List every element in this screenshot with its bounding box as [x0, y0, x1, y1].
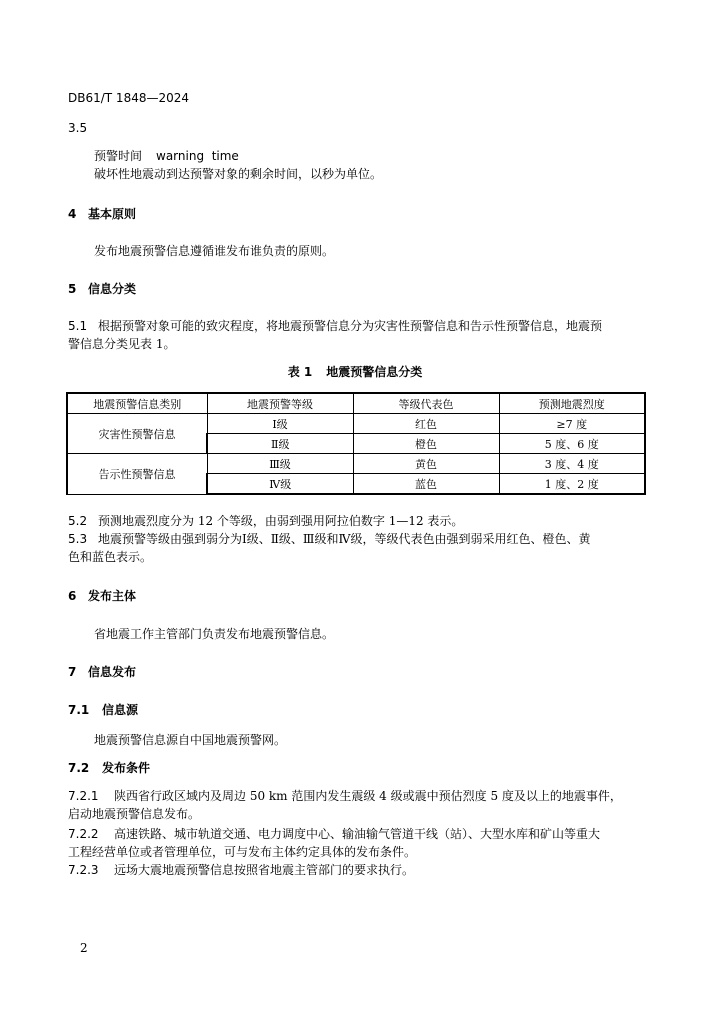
- intensity-cell: 3 度、4 度: [499, 454, 645, 474]
- clause-5-3-line-1: [68, 531, 590, 547]
- color-cell: 红色: [353, 414, 499, 434]
- section-5-title: 信息分类: [88, 282, 137, 296]
- clause-7-2-2-line-1: [68, 826, 600, 842]
- clause-7-2-3-text: 远场大震地震预警信息按照省地震主管部门的要求执行。: [114, 863, 415, 877]
- clause-7-2-heading: [68, 760, 150, 776]
- clause-5-3-line-2: 色和蓝色表示。: [68, 550, 153, 564]
- clause-7-1-title: 信息源: [102, 703, 139, 717]
- section-5-number: 5: [68, 282, 77, 296]
- section-4-body: 发布地震预警信息遵循谁发布谁负责的原则。: [94, 244, 335, 258]
- clause-7-2-1-number: 7.2.1: [68, 789, 99, 803]
- table-row: [67, 454, 645, 474]
- header-category: 地震预警信息类别: [67, 393, 207, 414]
- intensity-cell: ≥7 度: [499, 414, 645, 434]
- section-6-heading: [68, 588, 136, 604]
- clause-5-1-line-1: [68, 318, 602, 334]
- intensity-cell: 1 度、2 度: [499, 474, 645, 495]
- header-level: 地震预警等级: [207, 393, 353, 414]
- clause-7-2-1-text-1: 陕西省行政区域内及周边 50 km 范围内发生震级 4 级或震中预估烈度 5 度及以上的地震事件，: [114, 789, 622, 803]
- clause-7-2-1-line-1: [68, 788, 622, 804]
- header-color: 等级代表色: [353, 393, 499, 414]
- table-1-label: 表 1: [287, 365, 313, 379]
- term-zh: 预警时间: [94, 149, 143, 163]
- color-cell: 黄色: [353, 454, 499, 474]
- color-cell: 橙色: [353, 434, 499, 454]
- section-4-number: 4: [68, 207, 77, 221]
- table-1-caption: [0, 364, 710, 380]
- clause-7-2-2-text-1: 高速铁路、城市轨道交通、电力调度中心、输油输气管道干线（站）、大型水库和矿山等重大: [114, 827, 601, 841]
- page-number: 2: [80, 941, 88, 955]
- term-en: warning time: [156, 149, 239, 163]
- category-cell: 告示性预警信息: [67, 454, 207, 495]
- section-4-heading: [68, 206, 136, 222]
- section-6-number: 6: [68, 589, 77, 603]
- clause-5-2-text: 预测地震烈度分为 12 个等级，由弱到强用阿拉伯数字 1—12 表示。: [98, 514, 464, 528]
- clause-7-2-3-number: 7.2.3: [68, 863, 99, 877]
- clause-5-1-line-2: 警信息分类见表 1。: [68, 337, 176, 351]
- level-cell: Ⅱ级: [207, 434, 353, 454]
- term-definition: 破坏性地震动到达预警对象的剩余时间，以秒为单位。: [94, 167, 383, 181]
- clause-7-1-heading: [68, 702, 138, 718]
- level-cell: Ⅰ级: [207, 414, 353, 434]
- color-cell: 蓝色: [353, 474, 499, 495]
- section-5-heading: [68, 281, 136, 297]
- section-7-number: 7: [68, 665, 77, 679]
- header-intensity: 预测地震烈度: [499, 393, 645, 414]
- clause-7-1-body: 地震预警信息源自中国地震预警网。: [94, 733, 287, 747]
- section-6-title: 发布主体: [88, 589, 137, 603]
- table-row: [67, 414, 645, 434]
- level-cell: Ⅳ级: [207, 474, 353, 495]
- clause-7-2-1-line-2: 启动地震预警信息发布。: [68, 807, 201, 821]
- intensity-cell: 5 度、6 度: [499, 434, 645, 454]
- category-cell: 灾害性预警信息: [67, 414, 207, 454]
- section-7-heading: [68, 664, 136, 680]
- clause-5-3-text-1: 地震预警等级由强到弱分为Ⅰ级、Ⅱ级、Ⅲ级和Ⅳ级，等级代表色由强到弱采用红色、橙色、黄: [98, 532, 591, 546]
- section-4-title: 基本原则: [88, 207, 137, 221]
- clause-5-1-text-1: 根据预警对象可能的致灾程度，将地震预警信息分为灾害性预警信息和告示性预警信息，地震预: [98, 319, 603, 333]
- clause-7-2-number: 7.2: [68, 761, 90, 775]
- document-code: DB61/T 1848—2024: [68, 91, 190, 105]
- clause-7-1-number: 7.1: [68, 703, 90, 717]
- clause-5-3-number: 5.3: [68, 532, 88, 546]
- clause-7-2-2-number: 7.2.2: [68, 827, 99, 841]
- earthquake-warning-classification-table: [66, 392, 646, 495]
- clause-5-1-number: 5.1: [68, 319, 88, 333]
- section-7-title: 信息发布: [88, 665, 137, 679]
- clause-7-2-2-line-2: 工程经营单位或者管理单位，可与发布主体约定具体的发布条件。: [68, 845, 417, 859]
- section-6-body: 省地震工作主管部门负责发布地震预警信息。: [94, 627, 335, 641]
- term-heading: [94, 148, 239, 164]
- clause-5-2: [68, 513, 463, 529]
- clause-7-2-title: 发布条件: [102, 761, 151, 775]
- table-header-row: [67, 393, 645, 414]
- clause-3-5-number: 3.5: [68, 121, 88, 135]
- table-1-title: 地震预警信息分类: [326, 365, 423, 379]
- clause-7-2-3: [68, 862, 414, 878]
- level-cell: Ⅲ级: [207, 454, 353, 474]
- clause-5-2-number: 5.2: [68, 514, 88, 528]
